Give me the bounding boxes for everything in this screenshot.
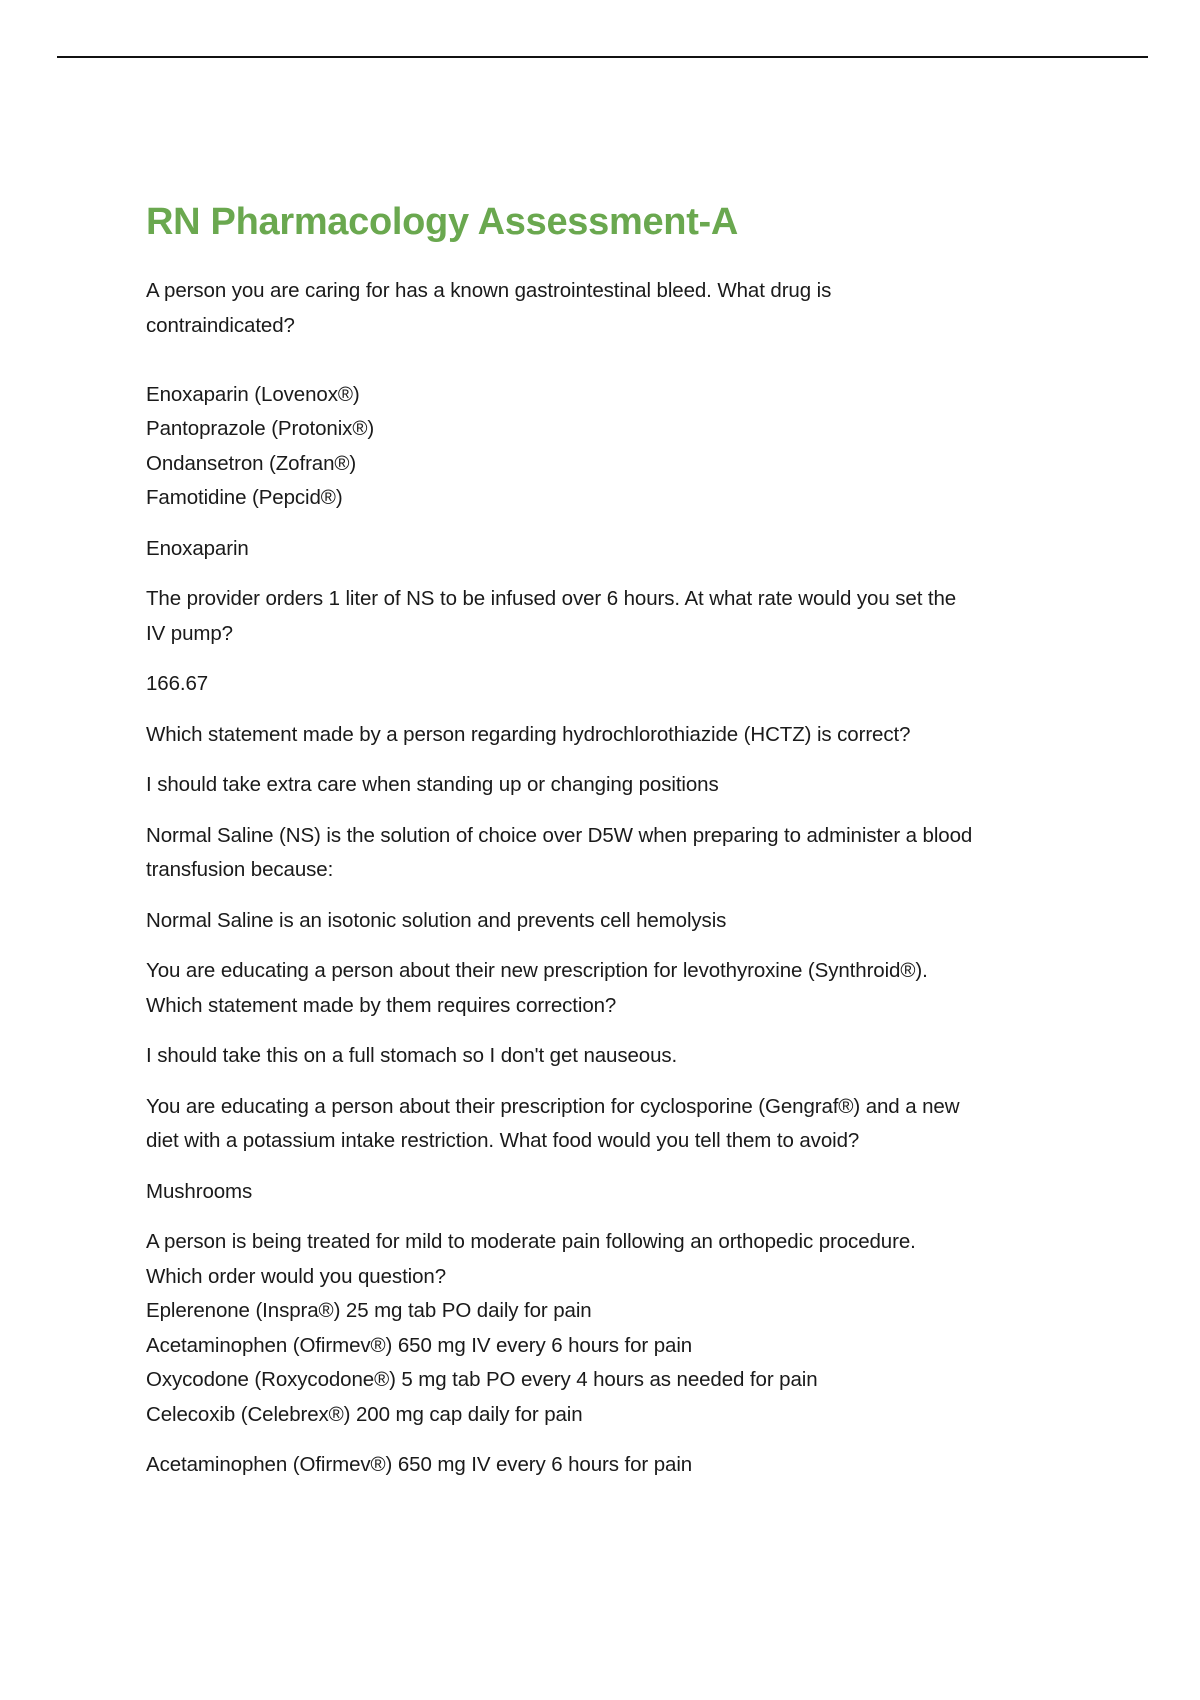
question-line: transfusion because: (146, 858, 334, 881)
question-line: Which order would you question? (146, 1264, 447, 1288)
option-2: Acetaminophen (Ofirmev®) 650 mg IV every 6 hours for pain (146, 1333, 693, 1357)
question-7 (146, 1225, 1076, 1432)
question-3 (146, 718, 1076, 753)
answer-6: Mushrooms (146, 1179, 253, 1203)
question-line: The provider orders 1 liter of NS to be infused over 6 hours. At what rate would you set the (146, 587, 957, 610)
option-2: Pantoprazole (Protonix®) (146, 417, 375, 440)
question-line: You are educating a person about their prescription for cyclosporine (Gengraf®) and a new (146, 1094, 960, 1118)
blank-line (146, 343, 1076, 378)
question-line: contraindicated? (146, 313, 295, 337)
option-4: Famotidine (Pepcid®) (146, 486, 343, 509)
question-line: Which statement made by a person regarding hydrochlorothiazide (HCTZ) is correct? (146, 722, 911, 746)
question-6 (146, 1090, 1076, 1159)
answer-7: Acetaminophen (Ofirmev®) 650 mg IV every 6 hours for pain (146, 1453, 693, 1476)
question-line: You are educating a person about their new prescription for levothyroxine (Synthroid®). (146, 959, 928, 982)
question-4 (146, 819, 1076, 888)
option-1: Enoxaparin (Lovenox®) (146, 382, 360, 406)
question-1 (146, 274, 1076, 516)
option-1: Eplerenone (Inspra®) 25 mg tab PO daily for pain (146, 1299, 592, 1322)
question-5 (146, 954, 1076, 1023)
option-3: Oxycodone (Roxycodone®) 5 mg tab PO every 4 hours as needed for pain (146, 1368, 818, 1391)
option-4: Celecoxib (Celebrex®) 200 mg cap daily for pain (146, 1402, 583, 1426)
question-line: Which statement made by them requires correction? (146, 993, 617, 1017)
document-title: RN Pharmacology Assessment-A (146, 201, 739, 243)
answer-1: Enoxaparin (146, 536, 249, 560)
answer-5: I should take this on a full stomach so I don't get nauseous. (146, 1044, 678, 1067)
option-3: Ondansetron (Zofran®) (146, 451, 357, 475)
question-line: diet with a potassium intake restriction. What food would you tell them to avoid? (146, 1129, 860, 1152)
question-line: IV pump? (146, 621, 233, 645)
question-line: A person you are caring for has a known gastrointestinal bleed. What drug is (146, 279, 832, 302)
answer-2: 166.67 (146, 672, 209, 695)
answer-3: I should take extra care when standing up or changing positions (146, 773, 719, 796)
question-line: A person is being treated for mild to moderate pain following an orthopedic procedure. (146, 1230, 916, 1253)
header-rule (57, 56, 1148, 58)
question-line: Normal Saline (NS) is the solution of choice over D5W when preparing to administer a blood (146, 823, 973, 847)
question-2 (146, 582, 1076, 651)
answer-4: Normal Saline is an isotonic solution and prevents cell hemolysis (146, 908, 727, 932)
document-body (146, 196, 1076, 1499)
